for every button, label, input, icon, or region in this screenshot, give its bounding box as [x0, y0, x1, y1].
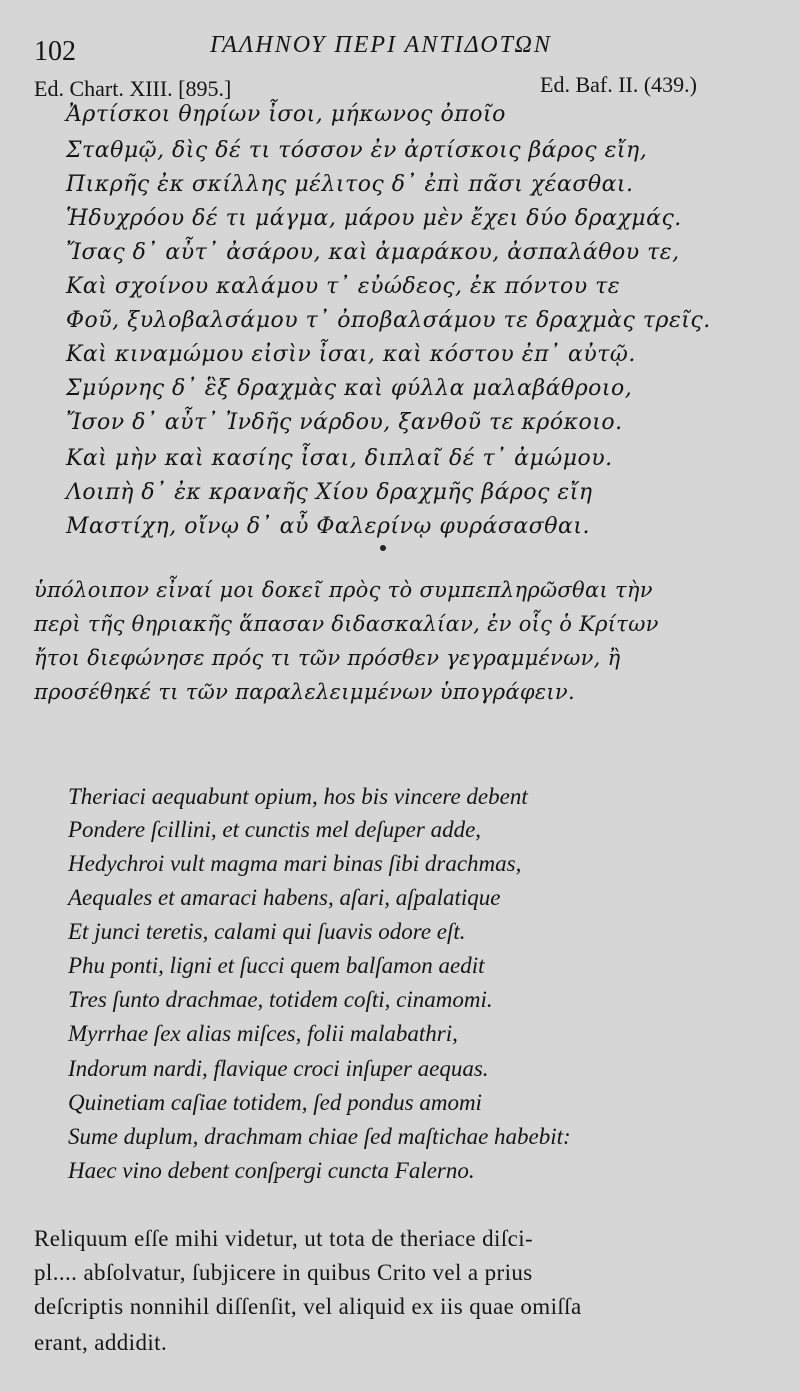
latin-verse-line: Haec vino debent conſpergi cuncta Falerno. [68, 1158, 475, 1183]
latin-verse-line: Quinetiam caſiae totidem, ſed pondus amomi [68, 1090, 482, 1115]
latin-verse-line: Myrrhae ſex alias miſces, folii malabathri, [68, 1021, 458, 1046]
greek-verse-line: Καὶ σχοίνου καλάμου τ᾽ εὐώδεος, ἐκ πόντου τε [66, 274, 621, 299]
separator-dot [380, 545, 386, 551]
latin-prose-line: erant, addidit. [34, 1330, 168, 1355]
latin-verse-line: Theriaci aequabunt opium, hos bis vincere debent [68, 784, 528, 809]
latin-prose-line: Reliquum eſſe mihi videtur, ut tota de theriace diſci- [34, 1226, 534, 1251]
latin-verse-line: Phu ponti, ligni et ſucci quem balſamon aedit [68, 953, 485, 978]
latin-verse-line: Hedychroi vult magma mari binas ſibi drachmas, [68, 851, 522, 876]
latin-prose-line: deſcriptis nonnihil diſſenſit, vel aliquid ex iis quae omiſſa [34, 1294, 582, 1319]
greek-prose-line: προσέθηκέ τι τῶν παραλελειμμένων ὑπογράφειν. [34, 680, 575, 704]
latin-verse-line: Aequales et amaraci habens, aſari, aſpalatique [68, 885, 501, 910]
greek-verse-line: Ἀρτίσκοι θηρίων ἶσοι, μήκωνος ὀποῖο [66, 102, 506, 127]
latin-verse-line: Et junci teretis, calami qui ſuavis odore eſt. [68, 919, 466, 944]
greek-verse-line: Καὶ μὴν καὶ κασίης ἶσαι, διπλαῖ δέ τ᾽ ἀμώμου. [66, 446, 613, 471]
greek-verse-line: Πικρῆς ἐκ σκίλλης μέλιτος δ᾽ ἐπὶ πᾶσι χέασθαι. [66, 172, 634, 197]
greek-verse-line: Σμύρνης δ᾽ ἓξ δραχμὰς καὶ φύλλα μαλαβάθροιο, [66, 376, 633, 401]
greek-verse-line: Ἴσας δ᾽ αὖτ᾽ ἀσάρου, καὶ ἀμαράκου, ἀσπαλάθου τε, [66, 240, 680, 265]
edition-reference-right: Ed. Baf. II. (439.) [540, 72, 698, 97]
edition-reference-left: Ed. Chart. XIII. [895.] [34, 76, 232, 101]
greek-prose-line: ἤτοι διεφώνησε πρός τι τῶν πρόσθεν γεγραμμένων, ἢ [34, 646, 621, 670]
greek-verse-line: Καὶ κιναμώμου εἰσὶν ἶσαι, καὶ κόστου ἐπ᾽ αὐτῷ. [66, 342, 636, 367]
latin-verse-line: Tres ſunto drachmae, totidem coſti, cinamomi. [68, 987, 493, 1012]
greek-verse-line: Ἡδυχρόου δέ τι μάγμα, μάρου μὲν ἔχει δύο δραχμάς. [66, 206, 682, 231]
page-number: 102 [34, 36, 76, 67]
greek-verse-line: Ἴσον δ᾽ αὖτ᾽ Ἰνδῆς νάρδου, ξανθοῦ τε κρόκοιο. [66, 410, 623, 435]
greek-verse-line: Φοῦ, ξυλοβαλσάμου τ᾽ ὀποβαλσάμου τε δραχμὰς τρεῖς. [66, 308, 711, 333]
greek-verse-line: Μαστίχη, οἴνῳ δ᾽ αὖ Φαλερίνῳ φυράσασθαι. [66, 514, 591, 539]
latin-verse-line: Indorum nardi, flavique croci inſuper aequas. [68, 1056, 489, 1081]
greek-verse-line: Σταθμῷ, δὶς δέ τι τόσσον ἐν ἀρτίσκοις βάρος εἴη, [66, 138, 648, 163]
latin-prose-line: pl.... abſolvatur, ſubjicere in quibus Crito vel a prius [34, 1260, 533, 1285]
latin-verse-line: Sume duplum, drachmam chiae ſed maſtichae habebit: [68, 1124, 571, 1149]
latin-verse-line: Pondere ſcillini, et cunctis mel deſuper adde, [68, 817, 482, 842]
greek-verse-line: Λοιπὴ δ᾽ ἐκ κραναῆς Χίου δραχμῆς βάρος εἴη [66, 480, 593, 505]
greek-prose-line: ὑπόλοιπον εἶναί μοι δοκεῖ πρὸς τὸ συμπεπληρῶσθαι τὴν [34, 578, 653, 602]
greek-prose-line: περὶ τῆς θηριακῆς ἅπασαν διδασκαλίαν, ἐν οἷς ὁ Κρίτων [34, 612, 659, 636]
running-title: ΓΑΛΗΝΟΥ ΠΕΡΙ ΑΝΤΙΔΟΤΩΝ [210, 32, 552, 58]
